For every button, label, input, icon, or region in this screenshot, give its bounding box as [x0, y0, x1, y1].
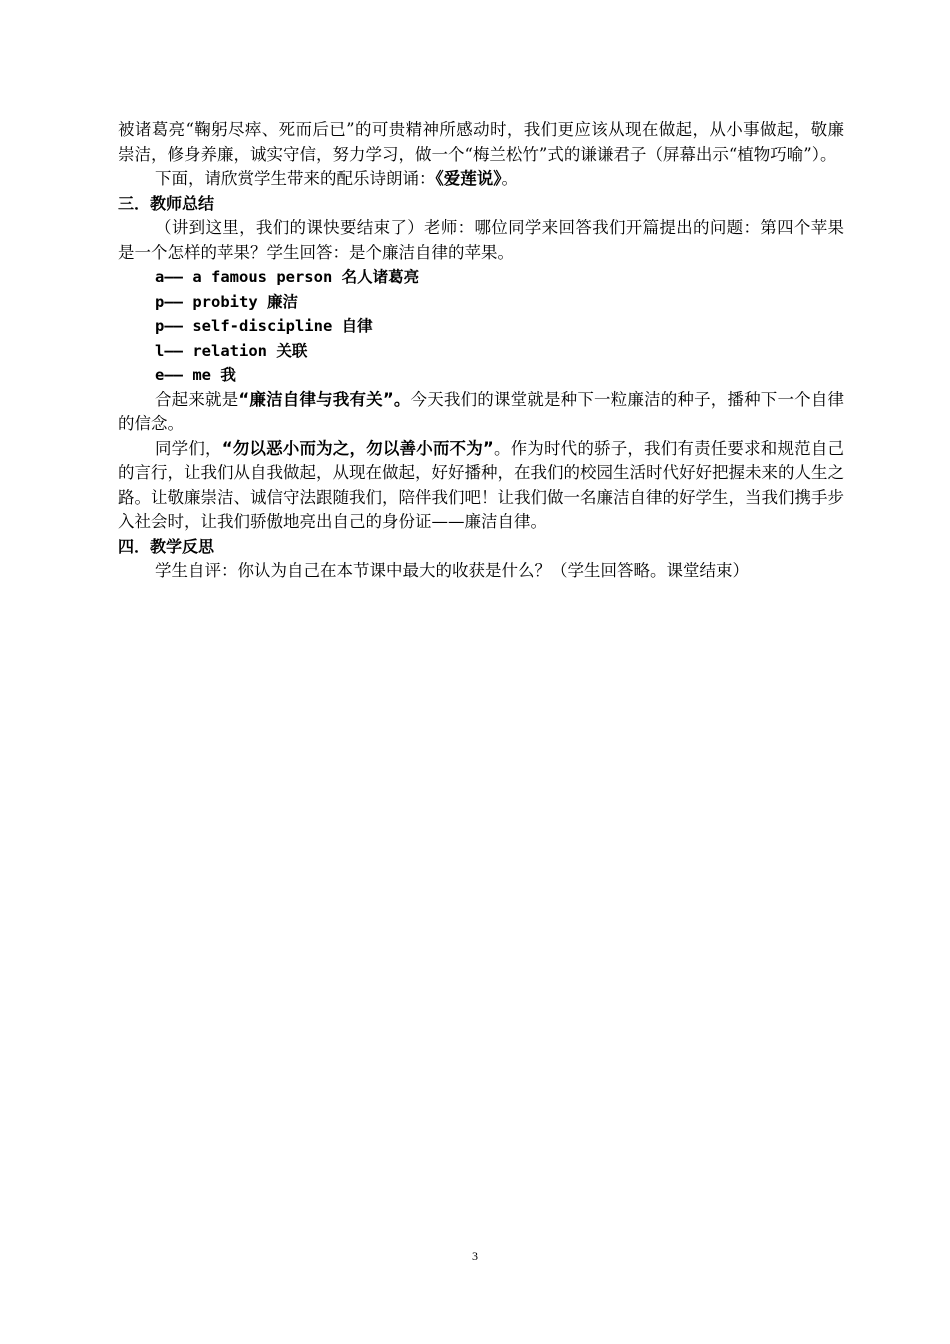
section-heading-reflection: 四．教学反思 — [118, 536, 215, 556]
acrostic-cn: 自律 — [341, 317, 373, 335]
acrostic-en: a—— a famous person — [155, 268, 333, 286]
combined-post: 今天我们的课堂就是种下一粒廉洁的种子，播种下一个自律的信念。 — [118, 389, 844, 433]
acrostic-cn: 我 — [220, 366, 236, 384]
paragraph-self-evaluation: 学生自评：你认为自己在本节课中最大的收获是什么？（学生回答略。课堂结束） — [155, 561, 749, 580]
paragraph-poem-intro — [118, 167, 844, 192]
students-quote: “勿以恶小而为之，勿以善小而不为” — [221, 438, 494, 458]
page-number: 3 — [472, 1249, 478, 1263]
acrostic-line — [118, 363, 844, 388]
acrostic-en: p—— probity — [155, 292, 258, 311]
acrostic-line — [118, 265, 844, 290]
paragraph-students — [118, 437, 844, 535]
acrostic-line — [118, 290, 844, 315]
students-post: 。作为时代的骄子，我们有责任要求和规范自己的言行，让我们从自我做起，从现在做起，好好播种，在我们的校园生活时代好好把握未来的人生之路。让敬廉崇洁、诚信守法跟随我们，陪伴我们吧！让我们做一名廉洁自律的好学生，当我们携手步入社会时，让我们骄傲地亮出自己的身份证——廉洁自律。 — [118, 438, 845, 531]
paragraph-summary: （讲到这里，我们的课快要结束了）老师：哪位同学来回答我们开篇提出的问题：第四个苹果是一个怎样的苹果？学生回答：是个廉洁自律的苹果。 — [118, 218, 844, 262]
poem-intro-text: 下面，请欣赏学生带来的配乐诗朗诵： — [155, 169, 436, 188]
combined-pre: 合起来就是 — [155, 389, 239, 409]
acrostic-cn: 廉洁 — [267, 292, 299, 311]
paragraph-zhuge: 被诸葛亮“鞠躬尽瘁、死而后已”的可贵精神所感动时，我们更应该从现在做起，从小事做起，敬廉崇洁，修身养廉，诚实守信，努力学习，做一个“梅兰松竹”式的谦谦君子（屏幕出示“植物巧喻”）。 — [118, 120, 844, 164]
document-page — [118, 118, 844, 584]
poem-title: 《爱莲说》 — [435, 169, 502, 188]
acrostic-en: p—— self-discipline — [155, 317, 333, 335]
acrostic-en: e—— me — [155, 366, 211, 384]
combined-slogan: “廉洁自律与我有关”。 — [238, 389, 411, 409]
acrostic-line — [118, 314, 844, 339]
acrostic-cn: 名人诸葛亮 — [341, 268, 420, 286]
poem-intro-end: 。 — [501, 169, 518, 188]
acrostic-cn: 关联 — [276, 341, 308, 360]
acrostic-en: l—— relation — [155, 341, 267, 360]
paragraph-combined — [118, 388, 844, 437]
acrostic-line — [118, 339, 844, 364]
students-pre: 同学们， — [155, 438, 222, 458]
section-heading-teacher-summary: 三．教师总结 — [118, 193, 215, 213]
